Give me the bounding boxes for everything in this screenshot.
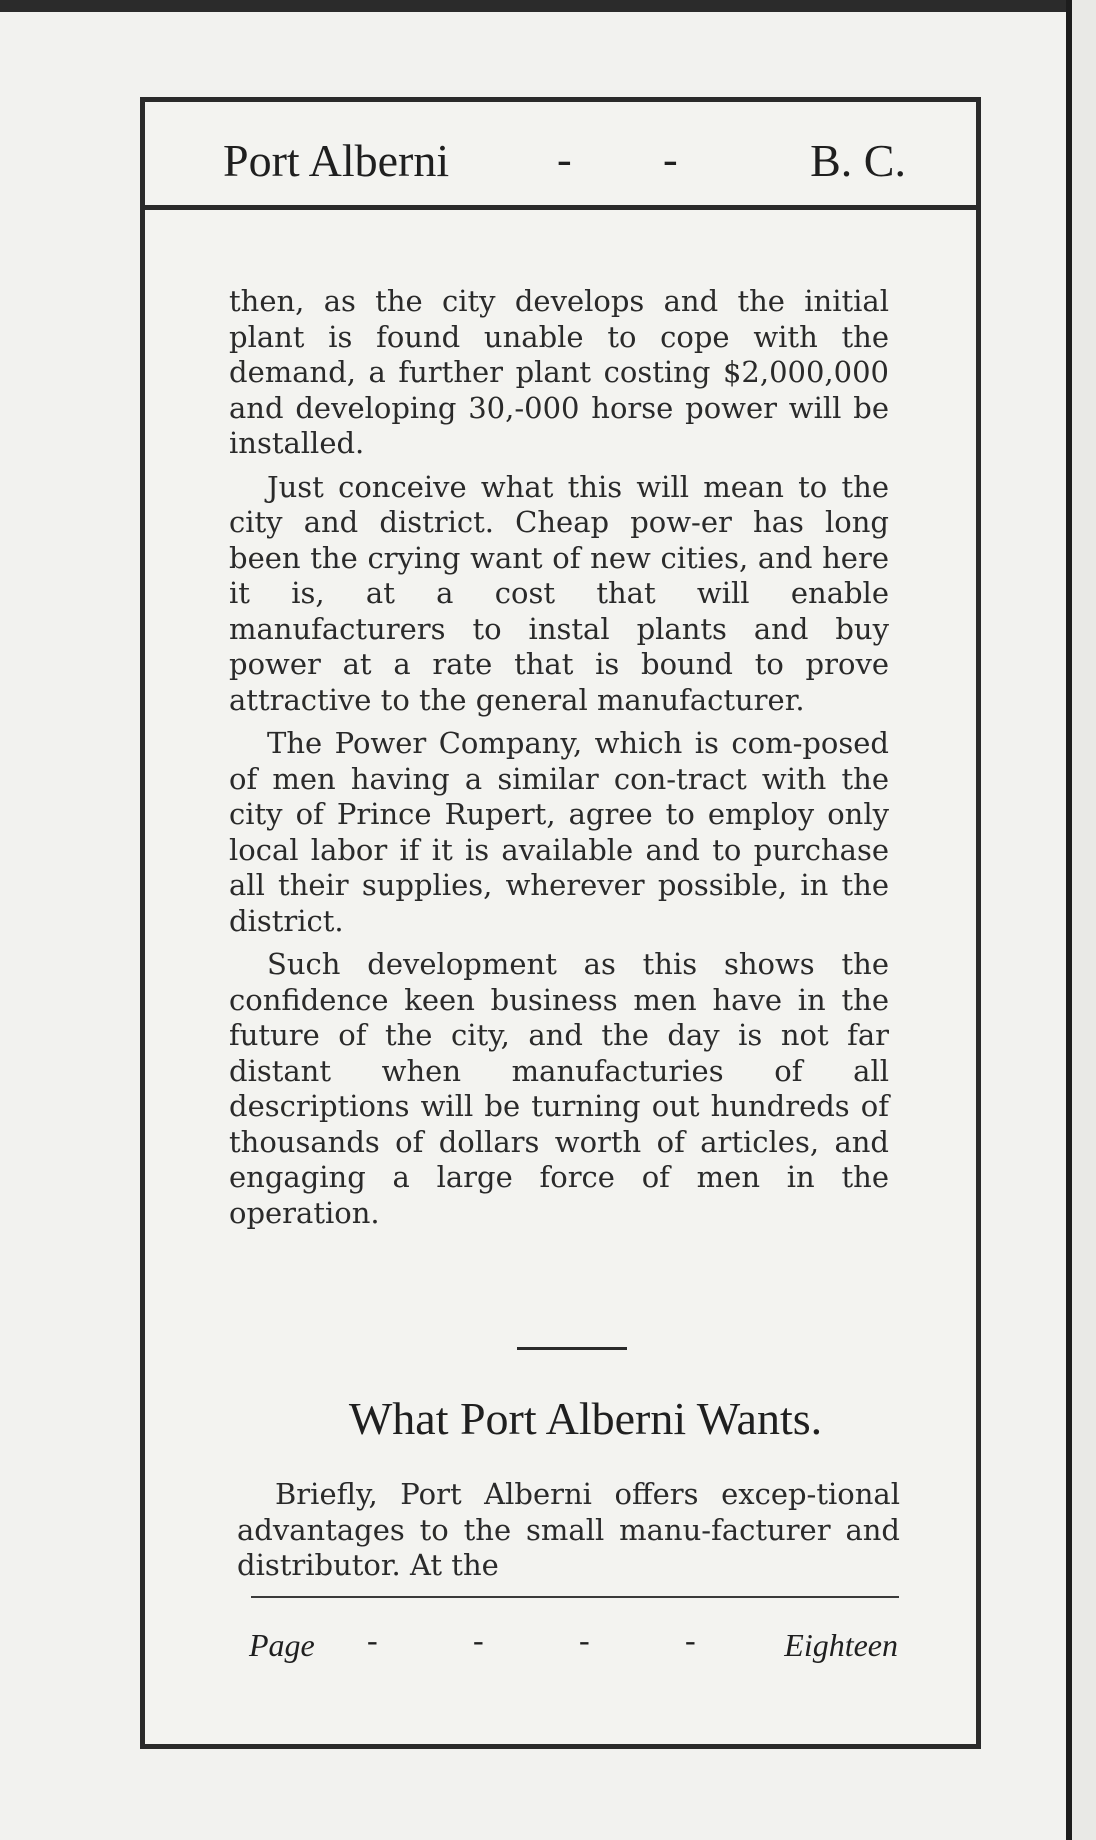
paragraph: then, as the city develops and the initial plant is found unable to cope with the demand, a further plant costing $2,000,000 and developing 30,-000 horse power will be installed. <box>229 284 889 460</box>
footer-page-number: Eighteen <box>784 1627 898 1663</box>
header-dash: - <box>557 135 572 184</box>
footer-dash: - <box>473 1622 484 1658</box>
scan-right-edge <box>1066 0 1096 1840</box>
paragraph: Just conceive what this will mean to the city and district. Cheap pow-er has long been the crying want of new cities, and here it is, at a cost that will enable manufacturers to instal plants and buy power at a rate that is bound to prove attractive to the general manufacturer. <box>229 469 889 717</box>
section-heading: What Port Alberni Wants. <box>348 1393 823 1444</box>
header-dash: - <box>663 135 678 184</box>
paragraph: The Power Company, which is com-posed of men having a similar con-tract with the city of Prince Rupert, agree to employ only local labor if it is available and to purchase all their supplies, wherever possible, in the district. <box>229 726 889 938</box>
page-frame <box>140 97 981 1749</box>
paragraph: Such development as this shows the confidence keen business men have in the future of the city, and the day is not far distant when manufacturies of all descriptions will be turning out hundreds of thousands of dollars worth of articles, and engaging a large force of men in the operation. <box>229 947 889 1230</box>
running-header <box>145 102 976 210</box>
footer-page-label: Page <box>249 1627 315 1663</box>
footer-dash: - <box>685 1622 696 1658</box>
scan-top-edge <box>0 0 1096 12</box>
footer-dash: - <box>579 1622 590 1658</box>
section-divider <box>517 1347 627 1350</box>
header-place: Port Alberni <box>223 135 450 186</box>
paragraph: Briefly, Port Alberni offers excep-tional advantages to the small manu-facturer and distributor. At the <box>237 1477 900 1582</box>
body-text <box>229 284 889 1239</box>
footer-dash: - <box>367 1622 378 1658</box>
header-province: B. C. <box>810 135 906 186</box>
section-body <box>237 1477 900 1584</box>
footer-rule <box>251 1596 899 1598</box>
